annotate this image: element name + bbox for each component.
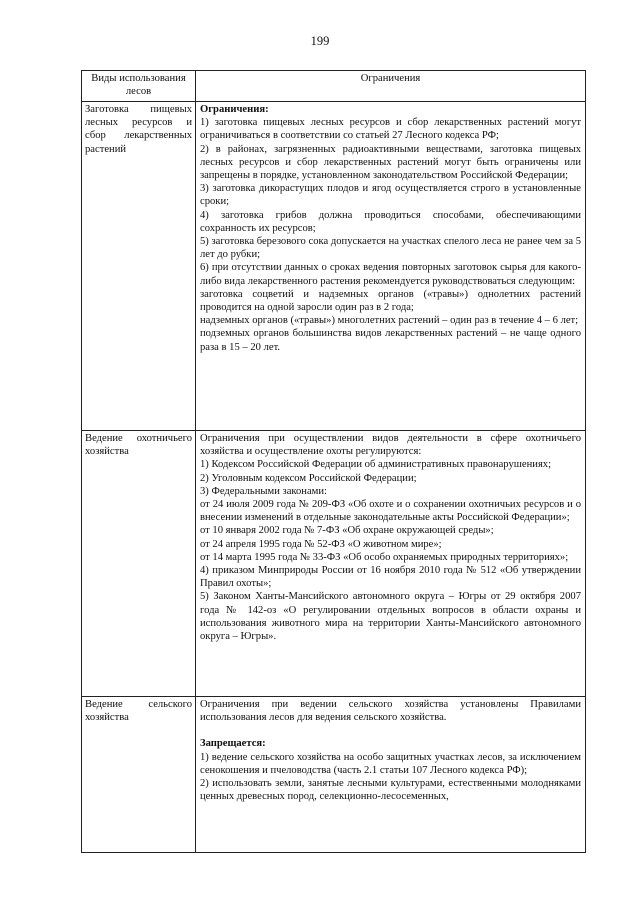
restriction-item: 1) заготовка пищевых лесных ресурсов и сбор лекарственных растений могут ограничиваться в соответствии со статьей 27 Лесного кодекса РФ; — [200, 117, 581, 142]
restriction-item: от 24 июля 2009 года № 209-ФЗ «Об охоте и о сохранении охотничьих ресурсов и о внесении изменений в отдельные законодательные акты Российской Федерации»; — [200, 499, 581, 524]
header-restrictions: Ограничения — [196, 71, 586, 102]
table-row — [82, 697, 586, 853]
row-restrictions-cell — [196, 102, 586, 431]
restriction-item: 4) заготовка грибов должна проводиться способами, обеспечивающими сохранность их ресурсов; — [200, 209, 581, 234]
header-forest-use-types: Виды использования лесов — [82, 71, 196, 102]
restriction-item: подземных органов большинства видов лекарственных растений – не чаще одного раза в 15 – 20 лет. — [200, 328, 581, 353]
row-type-label: Ведение охотничьего хозяйства — [82, 431, 196, 697]
restriction-item: заготовка соцветий и надземных органов («травы») однолетних растений проводится на одной заросли один раз в 2 года; — [200, 288, 581, 314]
restriction-item: 1) Кодексом Российской Федерации об административных правонарушениях; — [200, 459, 552, 471]
row-type-label: Ведение сельского хозяйства — [82, 697, 196, 853]
restrictions-table — [81, 70, 586, 853]
restriction-item: 3) Федеральными законами: — [200, 485, 327, 497]
row-restrictions-cell — [196, 697, 586, 853]
table-row — [82, 431, 586, 697]
page-number: 199 — [310, 34, 330, 48]
restriction-item: 4) приказом Минприроды России от 16 ноября 2010 года № 512 «Об утверждении Правил охоты»; — [200, 565, 581, 590]
table-header-row — [82, 71, 586, 102]
restriction-intro: Ограничения при ведении сельского хозяйства установлены Правилами использования лесов для ведения сельского хозяйства. — [200, 699, 581, 724]
prohibited-heading: Запрещается: — [200, 738, 266, 750]
restriction-item: 5) Законом Ханты-Мансийского автономного округа – Югры от 29 октября 2007 года № 142-оз «О регулировании отдельных вопросов в области охраны и использования животного мира на территории Ханты-Мансийского автономного округа – Югры». — [200, 591, 581, 643]
row-type-label: Заготовка пищевых лесных ресурсов и сбор лекарственных растений — [82, 102, 196, 431]
restriction-item: Ограничения при осуществлении видов деятельности в сфере охотничьего хозяйства и осуществление охоты регулируются: — [200, 433, 581, 458]
restriction-item: от 24 апреля 1995 года № 52-ФЗ «О животном мире»; — [200, 538, 442, 550]
restriction-item: 3) заготовка дикорастущих плодов и ягод осуществляется строго в установленные сроки; — [200, 183, 581, 208]
restriction-item: от 14 марта 1995 года № 33-ФЗ «Об особо охраняемых природных территориях»; — [200, 551, 569, 563]
restriction-item: 2) Уголовным кодексом Российской Федерации; — [200, 472, 417, 484]
restriction-item: 6) при отсутствии данных о сроках ведения повторных заготовок сырья для какого-либо вида лекарственного растения рекомендуется руководствоваться следующим: — [200, 262, 581, 287]
restriction-item: 5) заготовка березового сока допускается на участках спелого леса не ранее чем за 5 лет до рубки; — [200, 236, 581, 261]
restriction-item: надземных органов («травы») многолетних растений – один раз в течение 4 – 6 лет; — [200, 315, 579, 327]
table-row — [82, 102, 586, 431]
restrictions-heading: Ограничения: — [200, 104, 269, 115]
spacer — [200, 724, 581, 737]
restriction-item: 1) ведение сельского хозяйства на особо защитных участках лесов, за исключением сенокошения и пчеловодства (часть 2.1 статьи 107 Лесного кодекса РФ); — [200, 751, 581, 776]
row-restrictions-cell — [196, 431, 586, 697]
restriction-item: от 10 января 2002 года № 7-ФЗ «Об охране окружающей среды»; — [200, 525, 494, 537]
restriction-item: 2) использовать земли, занятые лесными культурами, естественными молодняками ценных древесных пород, селекционно-лесосеменных, — [200, 778, 581, 803]
restriction-item: 2) в районах, загрязненных радиоактивными веществами, заготовка пищевых лесных ресурсов и сбор лекарственных растений могут быть ограничены или запрещены в порядке, установленном законодательством Российской Федерации; — [200, 143, 581, 182]
